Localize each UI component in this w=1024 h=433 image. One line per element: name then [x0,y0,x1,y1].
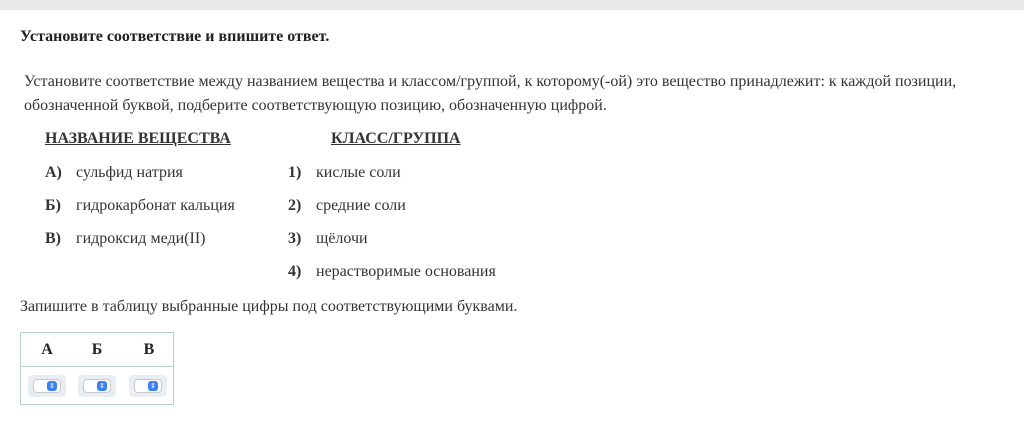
substance-item [45,195,235,217]
answer-select-a[interactable] [33,379,61,393]
substance-item [45,228,205,250]
substance-name: гидрокарбонат кальция [76,197,235,214]
substance-letter: В) [45,230,61,247]
answer-select-b[interactable] [83,379,111,393]
class-name: щёлочи [316,230,368,247]
answer-select-v[interactable] [134,379,162,393]
class-name: средние соли [316,197,406,214]
class-item [288,261,496,283]
substance-letter: А) [45,164,62,181]
select-updown-icon: ⇕ [148,381,158,391]
class-number: 1) [288,164,302,181]
substance-letter: Б) [45,197,61,214]
class-name: нерастворимые основания [316,263,496,280]
answer-cell-a [28,375,66,397]
substance-name: сульфид натрия [76,164,183,181]
class-item [288,195,406,217]
substance-name: гидроксид меди(II) [76,230,206,247]
class-item [288,228,368,250]
answer-table-header [21,333,173,367]
task-heading: Установите соответствие и впишите ответ. [20,28,330,45]
answer-cell-v [129,375,167,397]
select-updown-icon: ⇕ [97,381,107,391]
class-column-header: КЛАСС/ГРУППА [331,130,461,147]
answer-header-a: А [41,341,53,358]
class-name: кислые соли [316,164,401,181]
class-number: 4) [288,263,302,280]
answer-table [20,332,174,405]
answer-cell-b [78,375,116,397]
class-number: 2) [288,197,302,214]
substance-column-header: НАЗВАНИЕ ВЕЩЕСТВА [45,130,231,147]
class-number: 3) [288,230,302,247]
substance-item [45,162,183,184]
task-text: Установите соответствие между названием вещества и классом/группой, к которому(-ой) это вещество принадлежит: к каждой позиции, обозначенной буквой, подберите соответствующую позицию, обозначенную цифрой. [24,73,957,114]
answer-header-v: В [143,341,155,358]
answer-header-b: Б [91,341,103,358]
answer-instruction: Запишите в таблицу выбранные цифры под соответствующими буквами. [20,298,518,315]
class-item [288,162,401,184]
select-updown-icon: ⇕ [47,381,57,391]
top-band [0,0,1024,10]
